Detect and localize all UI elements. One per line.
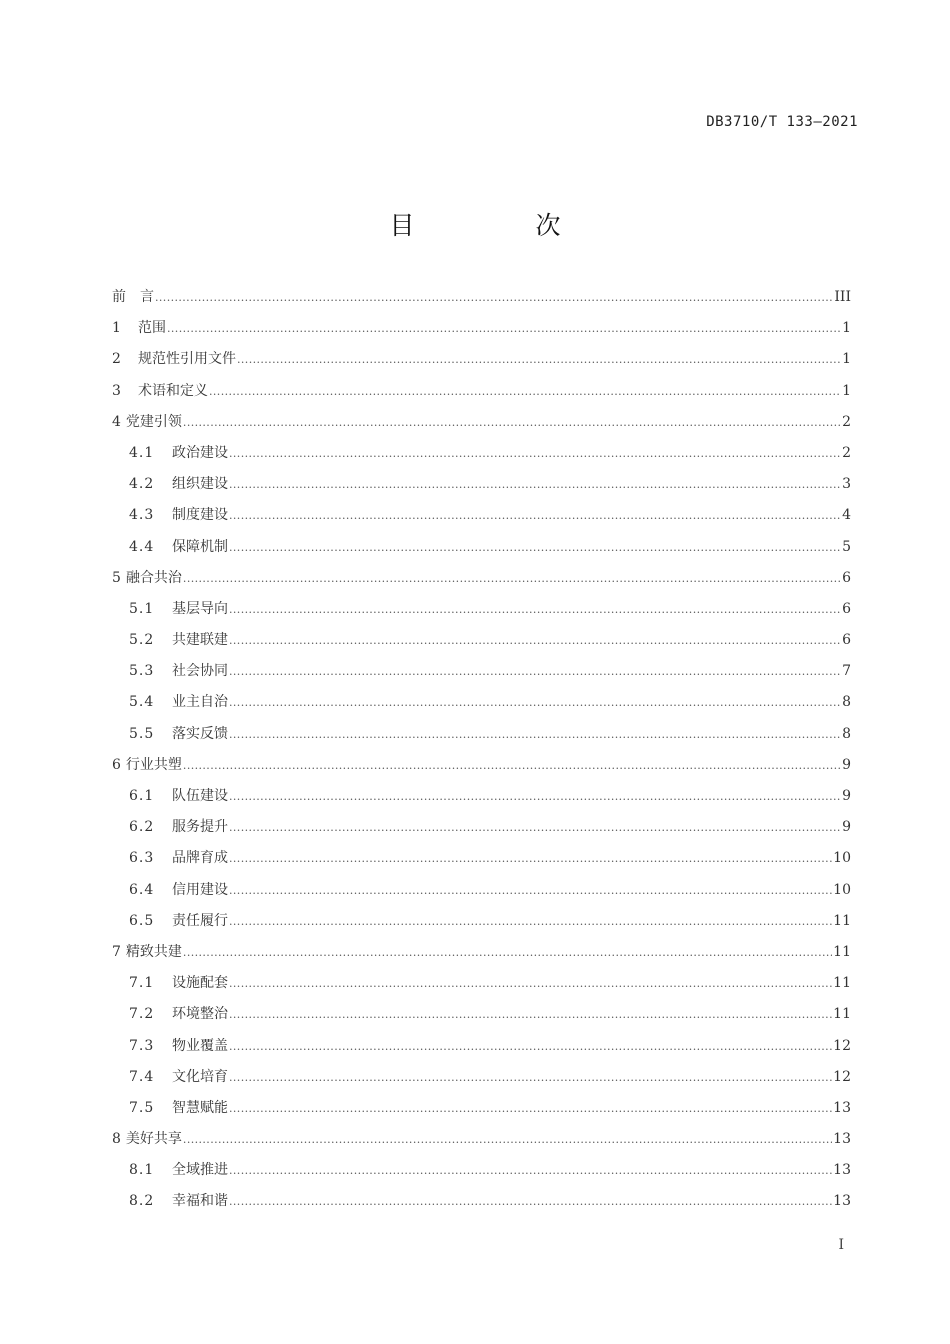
toc-entry-title: 术语和定义 (138, 382, 208, 399)
toc-entry[interactable] (112, 1062, 851, 1093)
toc-entry-number: 4.2 (129, 476, 155, 493)
toc-dot-leader (229, 1062, 832, 1093)
toc-entry-number: 7.4 (129, 1068, 155, 1085)
toc-entry-page: 12 (833, 1037, 851, 1054)
toc-entry[interactable] (112, 1186, 851, 1217)
toc-dot-leader (229, 500, 841, 531)
toc-entry-title: 前 言 (112, 289, 154, 305)
toc-entry-label (129, 968, 228, 999)
toc-entry-label (129, 625, 228, 656)
toc-dot-leader (229, 875, 832, 906)
toc-dot-leader (229, 656, 841, 687)
toc-entry[interactable] (112, 407, 851, 438)
toc-entry[interactable] (112, 781, 851, 812)
toc-dot-leader (229, 469, 841, 500)
toc-entry-number: 7.3 (129, 1037, 155, 1054)
toc-entry-page: III (834, 289, 851, 305)
toc-entry-label (129, 719, 228, 750)
toc-dot-leader (229, 625, 841, 656)
toc-entry-page: 13 (833, 1193, 851, 1210)
toc-entry-label (112, 376, 208, 407)
toc-entry-title: 品牌育成 (172, 850, 228, 867)
toc-entry-number: 4 (112, 413, 122, 430)
toc-entry-page: 10 (833, 850, 851, 867)
toc-dot-leader (229, 843, 832, 874)
toc-entry-page: 12 (833, 1068, 851, 1085)
toc-entry-label (112, 407, 182, 438)
toc-dot-leader (229, 1186, 832, 1217)
toc-entry-page: 8 (842, 694, 851, 711)
toc-dot-leader (229, 719, 841, 750)
toc-entry-number: 7.1 (129, 975, 155, 992)
toc-dot-leader (229, 906, 832, 937)
toc-entry-title: 文化培育 (172, 1068, 228, 1085)
toc-entry[interactable] (112, 438, 851, 469)
toc-dot-leader (167, 313, 841, 344)
toc-dot-leader (229, 812, 841, 843)
toc-entry[interactable] (112, 625, 851, 656)
toc-entry[interactable] (112, 968, 851, 999)
toc-entry-number: 6.3 (129, 850, 155, 867)
toc-entry-title: 融合共治 (125, 569, 182, 586)
toc-entry-number: 4.4 (129, 538, 155, 555)
toc-entry-title: 精致共建 (125, 943, 182, 960)
toc-entry-title: 智慧赋能 (172, 1099, 228, 1116)
toc-entry[interactable] (112, 843, 851, 874)
toc-entry-page: 11 (833, 912, 851, 929)
toc-entry-number: 3 (112, 382, 122, 399)
toc-entry-number: 5.3 (129, 663, 155, 680)
toc-entry-number: 5.4 (129, 694, 155, 711)
toc-entry-page: 13 (833, 1099, 851, 1116)
toc-entry-label (129, 1031, 228, 1062)
toc-entry-page: 9 (842, 756, 851, 773)
toc-entry-title: 全域推进 (172, 1162, 228, 1179)
toc-entry-page: 9 (842, 819, 851, 836)
toc-entry-number: 5.5 (129, 725, 155, 742)
toc-entry-page: 1 (842, 351, 851, 368)
toc-dot-leader (229, 999, 832, 1030)
toc-entry[interactable] (112, 937, 851, 968)
toc-entry-page: 10 (833, 881, 851, 898)
toc-entry-page: 1 (842, 382, 851, 399)
toc-entry-title: 规范性引用文件 (138, 351, 236, 368)
page-number: I (838, 1237, 844, 1253)
toc-title: 目 次 (389, 211, 609, 240)
toc-entry-title: 保障机制 (172, 538, 228, 555)
toc-entry-page: 11 (833, 1006, 851, 1023)
toc-entry-title: 组织建设 (172, 476, 228, 493)
toc-entry[interactable] (112, 1031, 851, 1062)
toc-entry-label (112, 313, 166, 344)
toc-entry[interactable] (112, 344, 851, 375)
toc-entry[interactable] (112, 532, 851, 563)
toc-entry-number: 4.3 (129, 507, 155, 524)
toc-dot-leader (229, 1093, 832, 1124)
toc-entry-label (129, 469, 228, 500)
toc-entry-page: 11 (833, 943, 851, 960)
toc-entry-number: 7.5 (129, 1099, 155, 1116)
toc-entry-number: 6.2 (129, 819, 155, 836)
toc-entry-title: 制度建设 (172, 507, 228, 524)
toc-entry[interactable] (112, 313, 851, 344)
toc-entry-label (129, 500, 228, 531)
toc-entry-number: 4.1 (129, 444, 155, 461)
toc-entry-number: 6.5 (129, 912, 155, 929)
toc-entry-label (129, 1062, 228, 1093)
toc-dot-leader (183, 750, 841, 781)
toc-entry-label (112, 563, 182, 594)
toc-dot-leader (229, 968, 832, 999)
toc-entry-number: 7 (112, 943, 122, 960)
toc-entry-label (129, 1186, 228, 1217)
toc-entry-label (129, 999, 228, 1030)
toc-dot-leader (229, 438, 841, 469)
toc-entry-label (129, 812, 228, 843)
toc-entry[interactable] (112, 563, 851, 594)
document-code: DB3710/T 133—2021 (706, 114, 858, 130)
toc-dot-leader (229, 1155, 832, 1186)
toc-entry-number: 8.1 (129, 1162, 155, 1179)
toc-entry-page: 6 (842, 569, 851, 586)
toc-dot-leader (209, 376, 841, 407)
toc-dot-leader (183, 407, 841, 438)
toc-entry-title: 范围 (138, 320, 166, 337)
toc-entry[interactable] (112, 687, 851, 718)
toc-entry[interactable] (112, 376, 851, 407)
toc-entry-page: 8 (842, 725, 851, 742)
toc-entry-title: 队伍建设 (172, 788, 228, 804)
toc-entry-page: 2 (842, 413, 851, 430)
toc-dot-leader (155, 282, 833, 313)
toc-entry-label (112, 1124, 182, 1155)
toc-entry-label (129, 687, 228, 718)
toc-entry-page: 11 (833, 975, 851, 992)
toc-entry-title: 服务提升 (172, 819, 228, 836)
toc-entry-label (112, 344, 236, 375)
toc-entry-number: 6.1 (129, 788, 155, 804)
toc-entry-label (129, 594, 228, 625)
toc-entry-title: 落实反馈 (172, 725, 228, 742)
toc-entry-label (112, 937, 182, 968)
toc-dot-leader (229, 532, 841, 563)
toc-entry-label (129, 781, 228, 812)
toc-entry-title: 责任履行 (172, 912, 228, 929)
toc-entry-page: 2 (842, 444, 851, 461)
toc-dot-leader (183, 1124, 832, 1155)
toc-entry-label (129, 656, 228, 687)
toc-entry-title: 党建引领 (125, 413, 182, 430)
toc-dot-leader (229, 594, 841, 625)
toc-entry-label (129, 906, 228, 937)
toc-entry-page: 6 (842, 600, 851, 617)
toc-entry[interactable] (112, 282, 851, 313)
toc-entry-label (129, 875, 228, 906)
toc-entry[interactable] (112, 656, 851, 687)
toc-entry-title: 幸福和谐 (172, 1193, 228, 1210)
toc-entry-page: 6 (842, 632, 851, 649)
toc-entry[interactable] (112, 906, 851, 937)
toc-entry-label (112, 282, 154, 313)
toc-entry-title: 信用建设 (172, 881, 228, 898)
toc-entry-page: 1 (842, 320, 851, 337)
toc-entry-title: 政治建设 (172, 444, 228, 461)
table-of-contents (112, 282, 851, 1218)
toc-dot-leader (183, 563, 841, 594)
toc-entry-label (129, 532, 228, 563)
toc-entry-title: 美好共享 (125, 1131, 182, 1148)
toc-entry-title: 环境整治 (172, 1006, 228, 1023)
toc-entry-label (129, 1093, 228, 1124)
toc-entry[interactable] (112, 1093, 851, 1124)
toc-entry-number: 8.2 (129, 1193, 155, 1210)
toc-entry[interactable] (112, 469, 851, 500)
toc-entry-page: 3 (842, 476, 851, 493)
toc-entry-number: 7.2 (129, 1006, 155, 1023)
toc-dot-leader (183, 937, 832, 968)
toc-dot-leader (229, 687, 841, 718)
toc-entry-label (129, 1155, 228, 1186)
toc-entry-number: 8 (112, 1131, 122, 1148)
toc-dot-leader (229, 781, 841, 812)
toc-entry-page: 13 (833, 1131, 851, 1148)
toc-entry[interactable] (112, 500, 851, 531)
toc-entry-number: 5 (112, 569, 122, 586)
toc-entry-number: 6 (112, 756, 122, 773)
toc-entry-title: 基层导向 (172, 600, 228, 617)
toc-entry-page: 13 (833, 1162, 851, 1179)
toc-entry-number: 5.2 (129, 632, 155, 649)
toc-entry-title: 设施配套 (172, 975, 228, 992)
toc-entry-title: 行业共塑 (125, 756, 182, 773)
toc-dot-leader (237, 344, 841, 375)
toc-entry-number: 6.4 (129, 881, 155, 898)
toc-entry-title: 业主自治 (172, 694, 228, 711)
toc-entry[interactable] (112, 812, 851, 843)
toc-entry-title: 物业覆盖 (172, 1037, 228, 1054)
toc-entry-label (129, 438, 228, 469)
toc-entry[interactable] (112, 999, 851, 1030)
toc-entry-page: 4 (842, 507, 851, 524)
toc-entry[interactable] (112, 719, 851, 750)
toc-entry-page: 9 (842, 788, 851, 804)
toc-entry-number: 1 (112, 320, 122, 337)
toc-entry-number: 2 (112, 351, 122, 368)
toc-entry-number: 5.1 (129, 600, 155, 617)
toc-entry-title: 共建联建 (172, 632, 228, 649)
toc-entry-title: 社会协同 (172, 663, 228, 680)
toc-entry-label (129, 843, 228, 874)
toc-entry[interactable] (112, 750, 851, 781)
toc-entry[interactable] (112, 1124, 851, 1155)
toc-entry[interactable] (112, 1155, 851, 1186)
toc-entry[interactable] (112, 594, 851, 625)
toc-entry-page: 5 (842, 538, 851, 555)
toc-entry-label (112, 750, 182, 781)
toc-entry-page: 7 (842, 663, 851, 680)
toc-dot-leader (229, 1031, 832, 1062)
toc-entry[interactable] (112, 875, 851, 906)
